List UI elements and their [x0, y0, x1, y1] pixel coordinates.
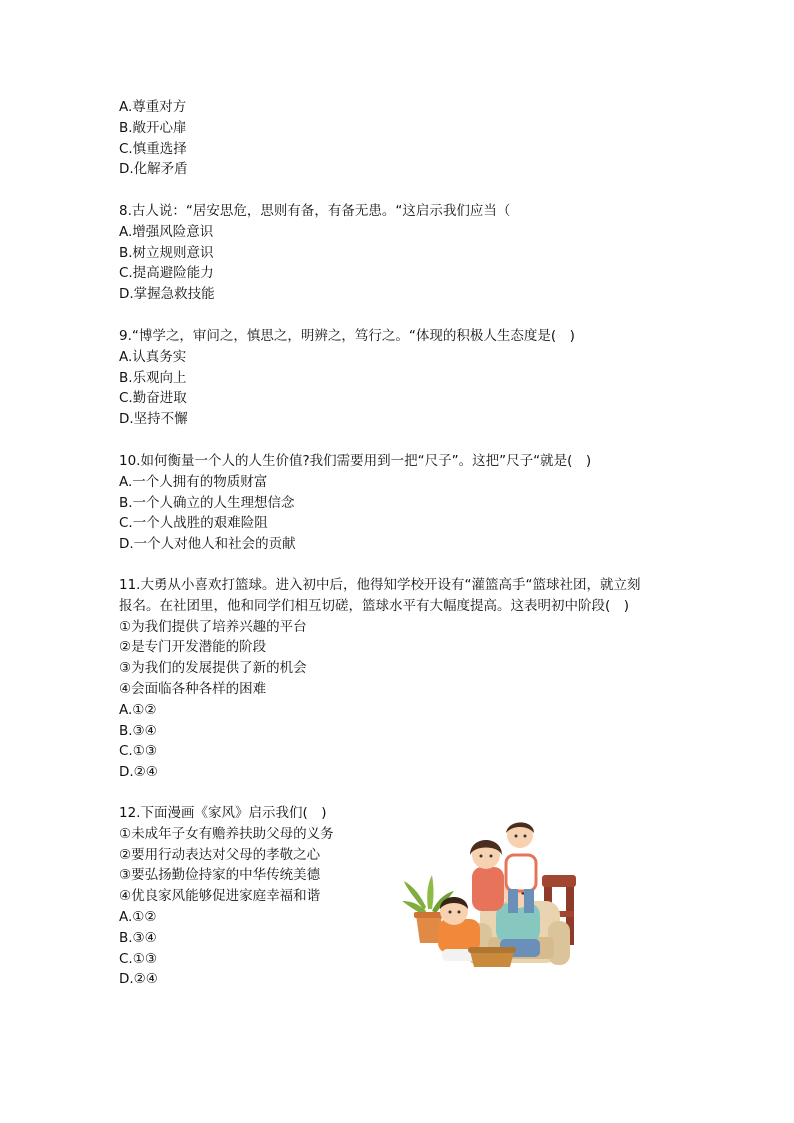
mother-figure [470, 840, 504, 911]
question-11 [119, 575, 689, 783]
q7-option-d: D.化解矛盾 [119, 161, 188, 178]
q12-stem: 12.下面漫画《家风》启示我们( ) [119, 805, 327, 821]
q7-option-c: C.慎重选择 [119, 140, 187, 157]
q8-option-d: D.掌握急救技能 [119, 286, 215, 303]
q12-statement-4: ④优良家风能够促进家庭幸福和谐 [119, 888, 321, 905]
q8-option-b: B.树立规则意识 [119, 244, 214, 261]
q12-statement-3: ③要弘扬勤俭持家的中华传统美德 [119, 867, 321, 884]
question-12 [119, 803, 399, 990]
q12-option-a: A.①② [119, 908, 157, 925]
question-10 [119, 451, 689, 555]
q10-option-b: B.一个人确立的人生理想信念 [119, 494, 295, 511]
q9-option-c: C.勤奋进取 [119, 390, 187, 407]
q7-options [119, 97, 689, 180]
q11-statement-2: ②是专门开发潜能的阶段 [119, 639, 267, 656]
wash-basin [468, 947, 516, 967]
q8-option-a: A.增强风险意识 [119, 223, 214, 240]
q10-stem: 10.如何衡量一个人的人生价值?我们需要用到一把“尺子”。这把”尺子“就是( ) [119, 453, 592, 469]
q9-stem: 9.“博学之，审问之，慎思之，明辨之，笃行之。“体现的积极人生态度是( ) [119, 328, 575, 344]
q11-statement-3: ③为我们的发展提供了新的机会 [119, 660, 307, 677]
q9-option-d: D.坚持不懈 [119, 411, 188, 428]
q9-option-a: A.认真务实 [119, 348, 187, 365]
family-cartoon-illustration [402, 815, 577, 973]
q11-option-d: D.②④ [119, 764, 158, 781]
q11-statement-4: ④会面临各种各样的困难 [119, 680, 267, 697]
q8-stem: 8.古人说：“居安思危，思则有备，有备无患。“这启示我们应当（ [119, 203, 511, 219]
question-8 [119, 201, 689, 305]
q8-option-c: C.提高避险能力 [119, 265, 214, 282]
q7-option-b: B.敞开心扉 [119, 119, 187, 136]
q9-option-b: B.乐观向上 [119, 369, 187, 386]
q10-option-a: A.一个人拥有的物质财富 [119, 473, 268, 490]
q12-statement-1: ①未成年子女有赡养扶助父母的义务 [119, 825, 334, 842]
q12-option-d: D.②④ [119, 971, 158, 988]
q12-option-b: B.③④ [119, 929, 157, 946]
q10-option-c: C.一个人战胜的艰难险阻 [119, 515, 268, 532]
question-9 [119, 326, 689, 430]
q11-option-a: A.①② [119, 701, 157, 718]
q11-stem-line-2: 报名。在社团里，他和同学们相互切磋，篮球水平有大幅度提高。这表明初中阶段( ) [119, 597, 630, 614]
q11-option-c: C.①③ [119, 743, 157, 760]
q11-option-b: B.③④ [119, 722, 157, 739]
q7-option-a: A.尊重对方 [119, 99, 187, 115]
q11-stem-line-1: 11.大勇从小喜欢打篮球。进入初中后，他得知学校开设有“灌篮高手“篮球社团，就立刻 [119, 577, 641, 593]
q11-statement-1: ①为我们提供了培养兴趣的平台 [119, 618, 307, 635]
q10-option-d: D.一个人对他人和社会的贡献 [119, 536, 296, 553]
q12-statement-2: ②要用行动表达对父母的孝敬之心 [119, 846, 321, 863]
q12-option-c: C.①③ [119, 950, 157, 967]
